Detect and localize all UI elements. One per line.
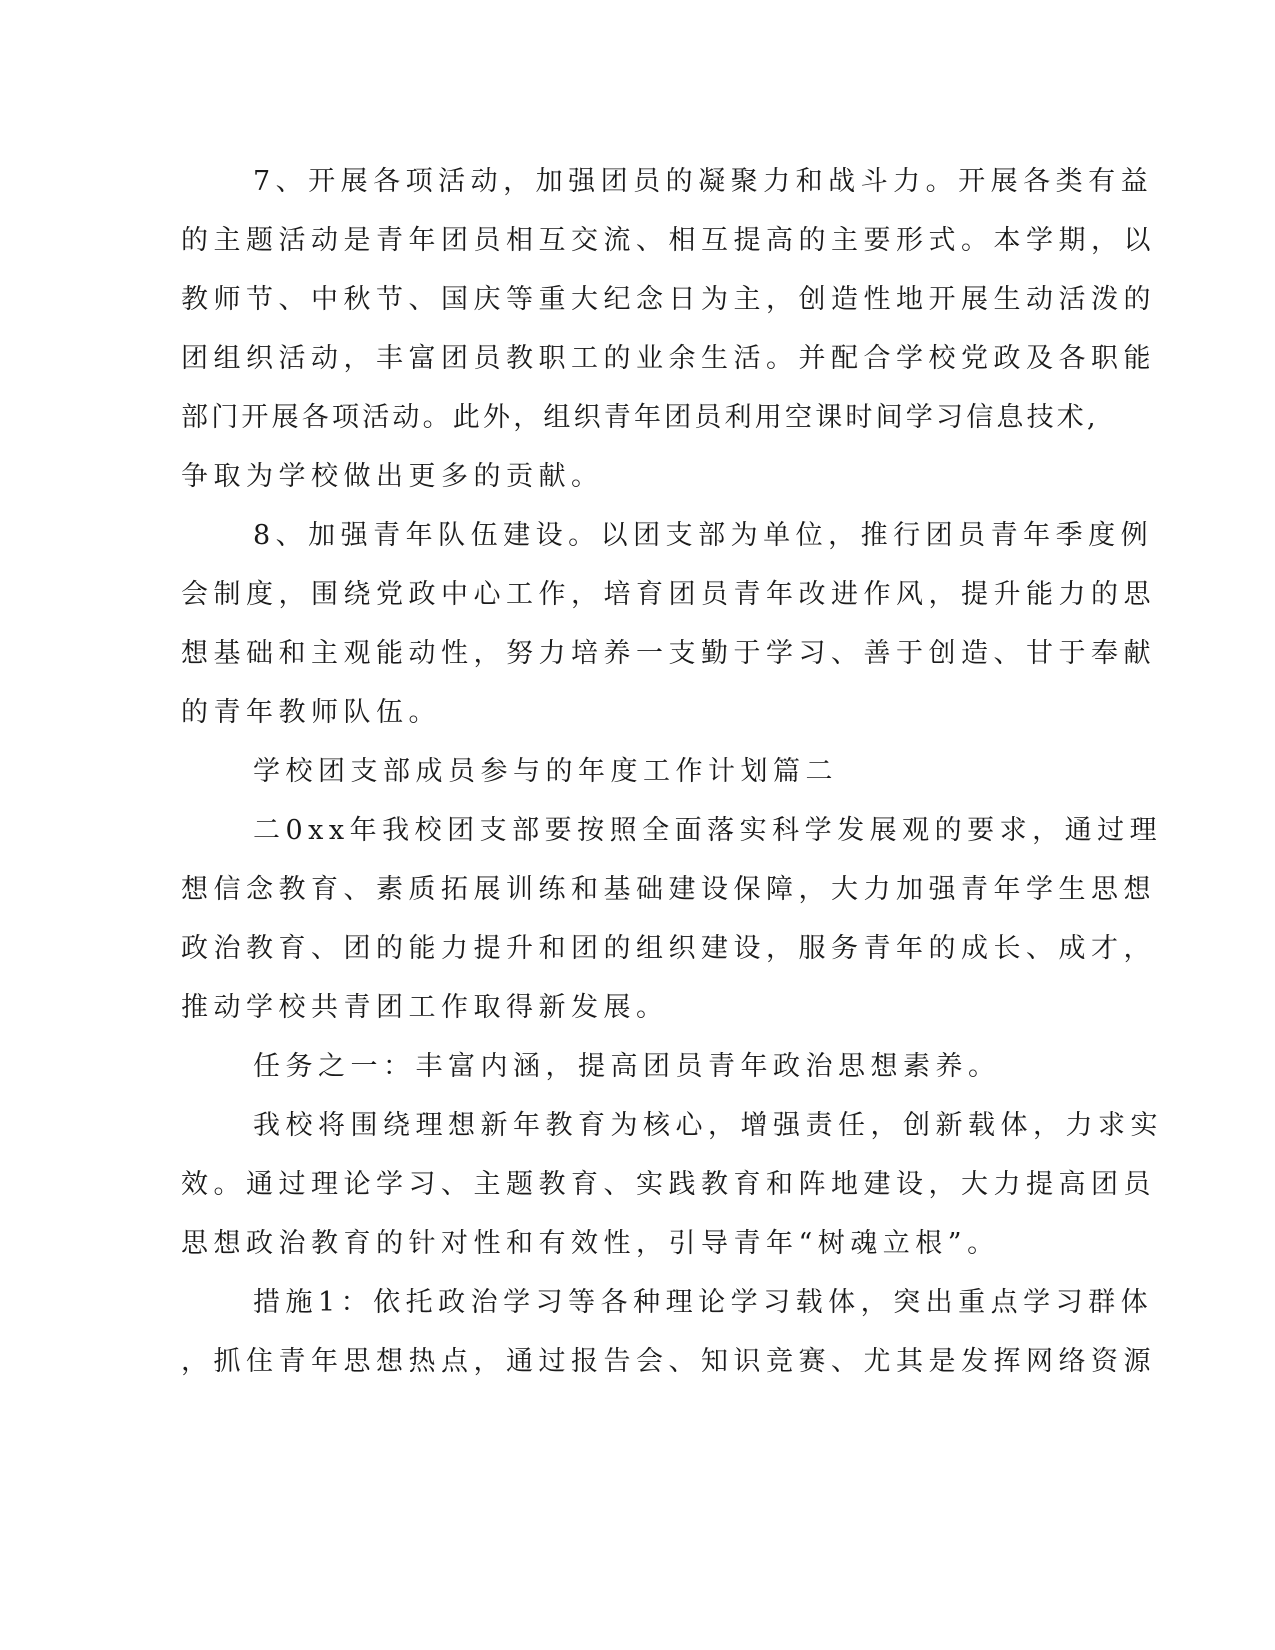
text-line: 的主题活动是青年团员相互交流、相互提高的主要形式。本学期，以 bbox=[181, 225, 1156, 256]
text-line: 想信念教育、素质拓展训练和基础建设保障，大力加强青年学生思想 bbox=[181, 874, 1156, 905]
text-line: 思想政治教育的针对性和有效性，引导青年“树魂立根”。 bbox=[181, 1228, 1000, 1259]
text-line: 推动学校共青团工作取得新发展。 bbox=[181, 992, 669, 1023]
text-line: 想基础和主观能动性，努力培养一支勤于学习、善于创造、甘于奉献 bbox=[181, 638, 1156, 669]
text-line: 政治教育、团的能力提升和团的组织建设，服务青年的成长、成才， bbox=[181, 933, 1156, 964]
text-line: 效。通过理论学习、主题教育、实践教育和阵地建设，大力提高团员 bbox=[181, 1169, 1156, 1200]
text-line: 任务之一：丰富内涵，提高团员青年政治思想素养。 bbox=[253, 1051, 1001, 1082]
text-line: 争取为学校做出更多的贡献。 bbox=[181, 461, 604, 492]
text-line: 8、加强青年队伍建设。以团支部为单位，推行团员青年季度例 bbox=[253, 520, 1154, 551]
text-line: 会制度，围绕党政中心工作，培育团员青年改进作风，提升能力的思 bbox=[181, 579, 1156, 610]
text-line: 7、开展各项活动，加强团员的凝聚力和战斗力。开展各类有益 bbox=[253, 166, 1154, 197]
text-line: 二0xx年我校团支部要按照全面落实科学发展观的要求，通过理 bbox=[253, 815, 1163, 846]
text-line: ，抓住青年思想热点，通过报告会、知识竞赛、尤其是发挥网络资源 bbox=[181, 1346, 1156, 1377]
document-page bbox=[181, 152, 1163, 1391]
text-line: 的青年教师队伍。 bbox=[181, 697, 441, 728]
text-line: 措施1：依托政治学习等各种理论学习载体，突出重点学习群体 bbox=[253, 1287, 1154, 1318]
text-line: 教师节、中秋节、国庆等重大纪念日为主，创造性地开展生动活泼的 bbox=[181, 284, 1156, 315]
text-line: 部门开展各项活动。此外，组织青年团员利用空课时间学习信息技术, bbox=[181, 402, 1099, 433]
text-line: 学校团支部成员参与的年度工作计划篇二 bbox=[253, 756, 838, 787]
text-line: 我校将围绕理想新年教育为核心，增强责任，创新载体，力求实 bbox=[253, 1110, 1163, 1141]
text-line: 团组织活动，丰富团员教职工的业余生活。并配合学校党政及各职能 bbox=[181, 343, 1156, 374]
